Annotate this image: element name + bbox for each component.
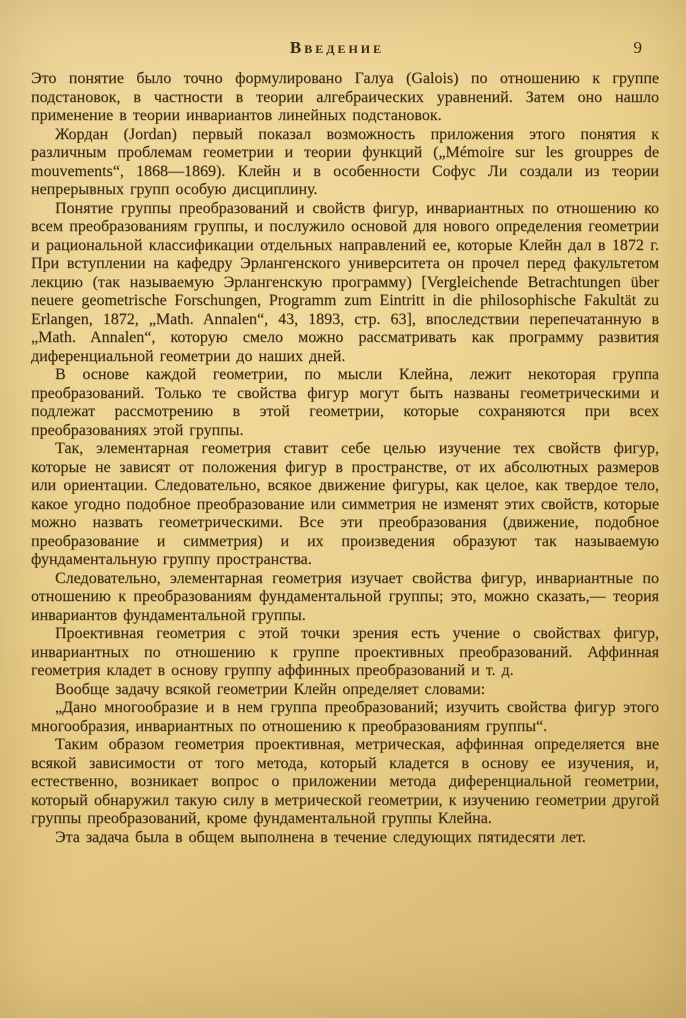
paragraph: Жордан (Jordan) первый показал возможность приложения этого понятия к различным проблемам геометрии и теории функций („Mémoire sur les grouppes de mouvements“, 1868—1869). Клейн и в особенности Софус Ли создали из теории непрерывных групп особую дисциплину.: [31, 125, 659, 198]
running-title: Введение: [289, 38, 385, 57]
paragraph: Понятие группы преобразований и свойств фигур, инвариантных по отношению ко всем преобразованиям группы, и послужило основой для нового определения геометрии и рациональной классификации отдельных направлений ее, которые Клейн дал в 1872 г. При вступлении на кафедру Эрлангенского университета он прочел перед факультетом лекцию (так называемую Эрлангенскую программу) [Vergleichende Betrachtungen über neuere geometrische Forschungen, Programm zum Eintritt in die philosophische Fakultät zu Erlangen, 1872, „Math. Annalen“, 43, 1893, стр. 63], впоследствии перепечатанную в „Math. Annalen“, которую смело можно рассматривать как программу развития диференциальной геометрии до наших дней.: [31, 199, 659, 365]
paragraph: Проективная геометрия с этой точки зрения есть учение о свойствах фигур, инвариантных по отношению к группе проективных преобразований. Аффинная геометрия кладет в основу группу аффинных преобразований и т. д.: [31, 625, 659, 679]
paragraph: Таким образом геометрия проективная, метрическая, аффинная определяется вне всякой зависимости от того метода, который кладется в основу ее изучения, и, естественно, возникает вопрос о приложении метода диференциальной геометрии, который обнаружил такую силу в метрической геометрии, к изучению геометрии другой группы преобразований, кроме фундаментальной группы Клейна.: [31, 736, 659, 827]
paragraph: Следовательно, элементарная геометрия изучает свойства фигур, инвариантные по отношению к преобразованиям фундаментальной группы; это, можно сказать,— теория инвариантов фундаментальной группы.: [31, 569, 659, 624]
paragraph: Вообще задачу всякой геометрии Клейн определяет словами:: [55, 680, 486, 698]
page-number: 9: [633, 38, 642, 57]
paragraph: Так, элементарная геометрия ставит себе целью изучение тех свойств фигур, которые не зависят от положения фигур в пространстве, от их абсолютных размеров или ориентации. Следовательно, всякое движение фигуры, как целое, как твердое тело, какое угодно подобное преобразование или симметрия не изменят этих свойств, которые можно назвать геометрическими. Все эти преобразования (движение, подобное преобразование и симметрия) и их произведения образуют так называемую фундаментальную группу пространства.: [31, 440, 659, 568]
paragraph: „Дано многообразие и в нем группа преобразований; изучить свойства фигур этого многообразия, инвариантных по отношению к преобразованиям группы“.: [31, 699, 659, 735]
paragraph: Это понятие было точно формулировано Галуа (Galois) по отношению к группе подстановок, в частности в теории алгебраических уравнений. Затем оно нашло применение в теории инвариантов линейных подстановок.: [31, 70, 659, 124]
page-header: [32, 38, 642, 60]
paragraph: В основе каждой геометрии, по мысли Клейна, лежит некоторая группа преобразований. Только те свойства фигур могут быть названы геометрическими и подлежат рассмотрению в этой геометрии, которые сохраняются при всех преобразованиях этой группы.: [31, 366, 659, 439]
paragraph: Эта задача была в общем выполнена в течение следующих пятидесяти лет.: [55, 828, 586, 846]
body-text: [31, 70, 659, 847]
